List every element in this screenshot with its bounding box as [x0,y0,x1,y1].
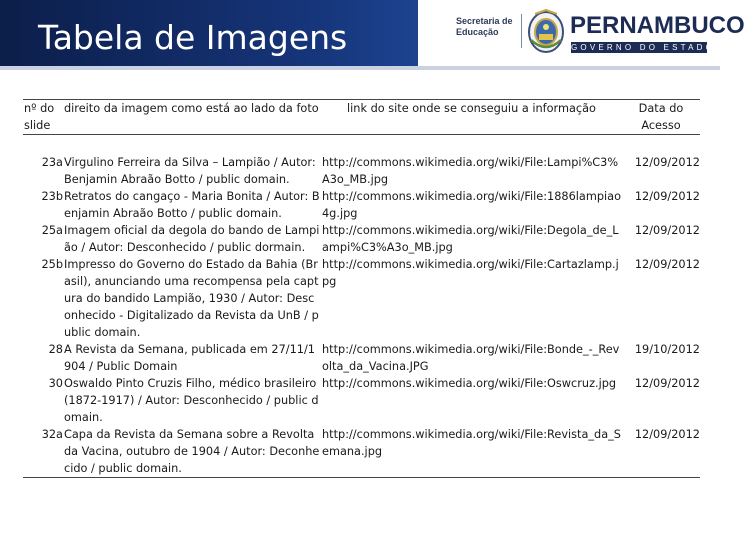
cell-slide: 23b [41,190,63,203]
cell-link: http://commons.wikimedia.org/wiki/File:1886lampiao4g.jpg [322,190,621,220]
table-row [23,375,700,426]
header-date: Data do Acesso [638,102,684,132]
header-source: direito da imagem como está ao lado da foto [64,102,319,115]
cell-date: 12/09/2012 [634,224,700,237]
cell-source: Impresso do Governo do Estado da Bahia (Brasil), anunciando uma recompensa pela captura do bandido Lampião, 1930 / Autor: Desconhecido - Digitalizado da Revista da UnB / public domain. [64,258,319,339]
cell-link: http://commons.wikimedia.org/wiki/File:Lampi%C3%A3o_MB.jpg [322,156,619,186]
cell-date: 12/09/2012 [634,258,700,271]
cell-link: http://commons.wikimedia.org/wiki/File:Cartazlamp.jpg [322,258,619,288]
header-divider [0,66,720,70]
table-row [23,188,700,222]
table-row [23,426,700,478]
cell-slide: 30 [48,377,63,390]
secretaria-label: Secretaria de Educação [456,16,513,37]
logo-separator [521,14,522,48]
cell-source: Virgulino Ferreira da Silva – Lampião / Autor: Benjamin Abraão Botto / public domain. [64,156,316,186]
cell-source: Retratos do cangaço - Maria Bonita / Autor: Benjamin Abraão Botto / public domain. [64,190,320,220]
cell-date: 19/10/2012 [634,343,700,356]
state-seal-icon [527,10,565,54]
table-row [23,135,700,189]
slide-header [0,0,745,70]
header-link: link do site onde se conseguiu a informação [347,102,596,115]
page-title: Tabela de Imagens [38,18,348,57]
cell-source: Oswaldo Pinto Cruzis Filho, médico brasileiro (1872-1917) / Autor: Desconhecido / public domain. [64,377,319,424]
table-row [23,222,700,256]
cell-slide: 32a [41,428,63,441]
cell-source: Imagem oficial da degola do bando de Lampião / Autor: Desconhecido / public dormain. [64,224,320,254]
cell-date: 12/09/2012 [634,428,700,441]
cell-slide: 25a [41,224,63,237]
header-slide: nº do slide [24,102,55,132]
cell-link: http://commons.wikimedia.org/wiki/File:Revista_da_Semana.jpg [322,428,621,458]
cell-link: http://commons.wikimedia.org/wiki/File:Bonde_-_Revolta_da_Vacina.JPG [322,343,620,373]
title-bar [0,0,418,66]
table-row [23,341,700,375]
cell-link: http://commons.wikimedia.org/wiki/File:Degola_de_Lampi%C3%A3o_MB.jpg [322,224,619,254]
state-name-logo: PERNAMBUCO [570,12,745,39]
cell-source: A Revista da Semana, publicada em 27/11/1904 / Public Domain [64,343,315,373]
cell-source: Capa da Revista da Semana sobre a Revolta da Vacina, outubro de 1904 / Autor: Deconhecido / public domain. [64,428,320,475]
table-header-row [23,100,700,135]
cell-date: 12/09/2012 [634,156,700,169]
cell-date: 12/09/2012 [634,190,700,203]
table-row [23,256,700,341]
cell-slide: 28 [48,343,63,356]
cell-slide: 23a [41,156,63,169]
images-table [23,99,700,478]
cell-link: http://commons.wikimedia.org/wiki/File:Oswcruz.jpg [322,377,617,390]
cell-slide: 25b [41,258,63,271]
cell-date: 12/09/2012 [634,377,700,390]
government-band: GOVERNO DO ESTADO [571,43,716,52]
